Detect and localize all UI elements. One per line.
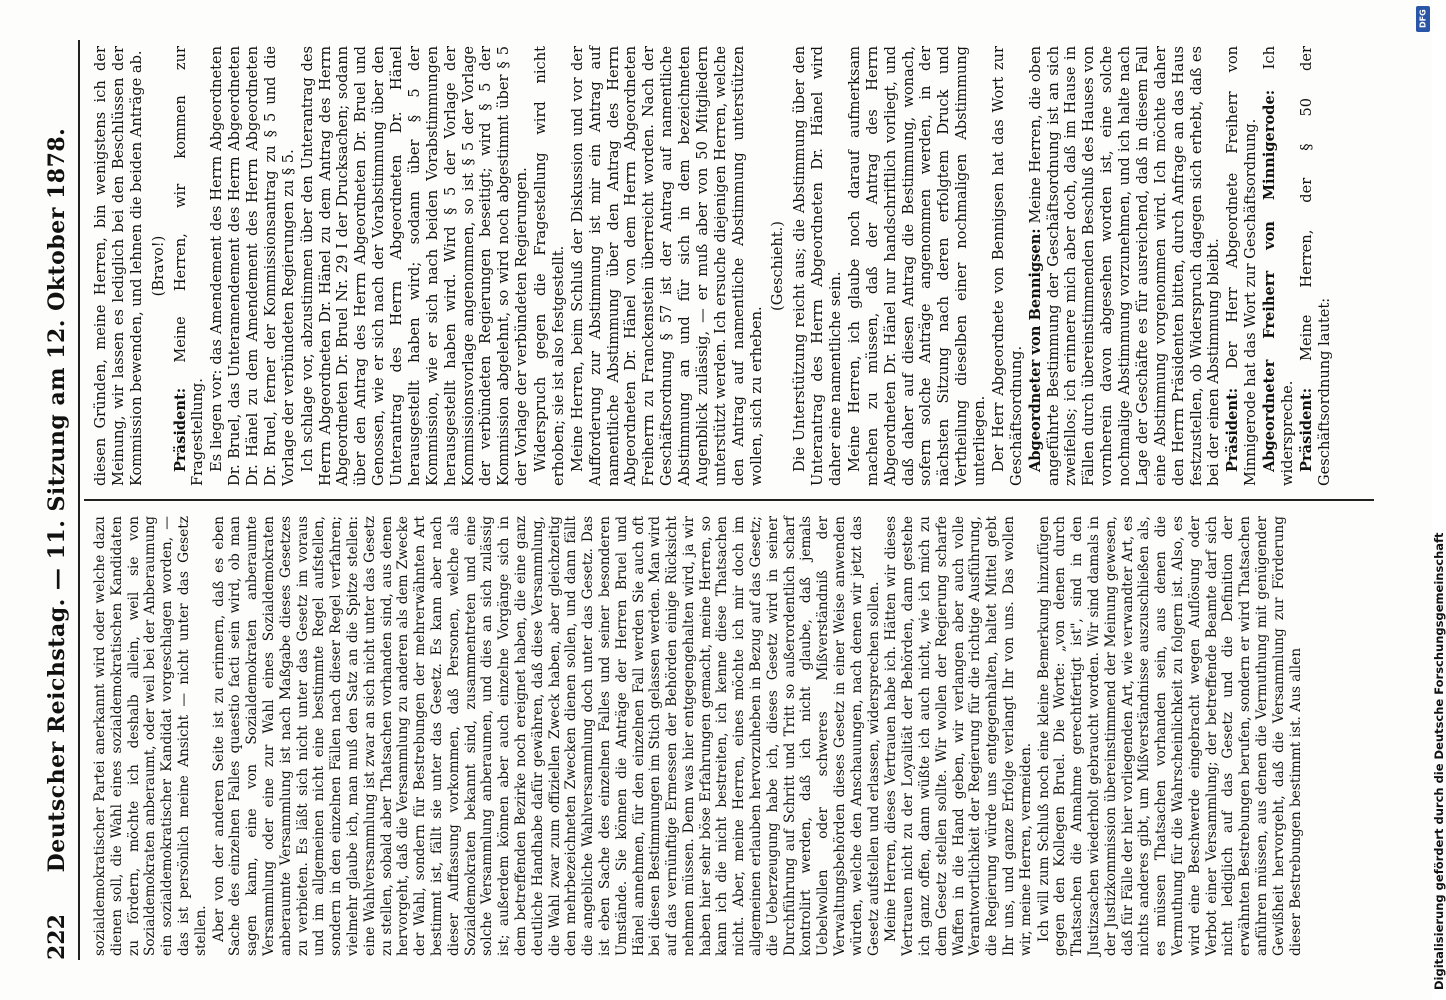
speaker-name: Präsident: <box>171 387 189 472</box>
paragraph: Der Herr Abgeordnete von Bennigsen hat das Wort zur Geschäftsordnung. <box>989 46 1025 486</box>
header-rule <box>78 40 80 960</box>
paragraph: Die Unterstützung reicht aus; die Abstimmung über den Unterantrag des Herrn Abgeordneten Dr. Hänel wird daher eine namentliche sein. <box>791 46 844 486</box>
right-column <box>92 46 1335 486</box>
page-number: 222 <box>44 914 70 960</box>
paragraph: Ich will zum Schluß noch eine kleine Bemerkung hinzufügen gegen den Kollegen Bruel. Die Worte: „von denen durch Thatsachen die Annahme gerechtfertigt ist", sind in den Justizsachen wiederholt gebraucht worden. Wir sind damals in der Justizkommission übereinstimmend der Meinung gewesen, daß für Fälle der hier vorliegenden Art, wie verwandter Art, es nichts anderes gibt, um Mißverständnisse auszuschließen als, es müssen Thatsachen vorhanden sein, aus denen die Vermuthung für die Wahrscheinlichkeit zu folgern ist. Also, es wird eine Beschwerde eingebracht wegen Auflösung oder Verbot einer Versammlung; der betreffende Beamte darf sich nicht lediglich auf das Gesetz und die Definition der erwähnten Bestrebungen berufen, sondern er wird Thatsachen anführen müssen, aus denen die Vermuthung mit genügender Gewißheit hervorgeht, daß die Versammlung zur Förderung dieser Bestrebungen bestimmt ist. Aus allen <box>1035 516 1304 956</box>
page-header <box>44 40 74 960</box>
dfg-logo-icon: DFG <box>1416 6 1430 32</box>
speech-paragraph <box>1027 46 1224 486</box>
paragraph: Meine Herren, ich glaube noch darauf aufmerksam machen zu müssen, daß der Antrag des Herrn Abgeordneten Dr. Hänel nur handschriftlich vorliegt, und daß daher auf diesen Antrag die Bestimmung, wonach, sofern solche Anträge angenommen werden, in der nächsten Sitzung nach deren erfolgtem Druck und Vertheilung dieselben einer nochmaligen Abstimmung unterliegen. <box>845 46 988 486</box>
paragraph: Es liegen vor: das Amendement des Herrn Abgeordneten Dr. Bruel, das Unteramendement des Herrn Abgeordneten Dr. Hänel zu dem Amendement des Herrn Abgeordneten Dr. Bruel, ferner der Kommissionsantrag zu § 5 und die Vorlage der verbündeten Regierungen zu § 5. <box>208 46 297 486</box>
speech-text: Der Herr Abgeordnete Freiherr von Minnigerode hat das Wort zur Geschäftsordnung. <box>1224 45 1260 486</box>
speech-text: Meine Herren, die oben angeführte Bestimmung der Geschäftsordnung ist an sich zweifellos; ich erinnere mich aber doch, daß im Hause in Fällen durch übereinstimmenden Beschluß des Hauses von vornherein davon abgesehen worden ist, eine solche nochmalige Abstimmung vorzunehmen, und ich halte nach Lage der Geschäfte es für ausreichend, daß in diesem Fall eine Abstimmung vorgenommen wird. Ich möchte daher den Herrn Präsidenten bitten, durch Anfrage an das Haus festzustellen, ob Widerspruch dagegen sich erhebt, daß es bei der einen Abstimmung bleibt. <box>1026 46 1223 486</box>
stage-direction: (Bravo!) <box>149 235 167 297</box>
page-title: Deutscher Reichstag. — 11. Sitzung am 12. Oktober 1878. <box>44 127 70 873</box>
digitization-note: Digitalisierung gefördert durch die Deutsche Forschungsgemeinschaft <box>1432 532 1446 990</box>
speaker-name: Abgeordneter von Bennigsen: <box>1026 228 1044 472</box>
speaker-name: Präsident: <box>1297 387 1315 472</box>
speech-text: Meine Herren, der § 50 der Geschäftsordnung lautet: <box>1297 45 1333 486</box>
paragraph: Widerspruch gegen die Fragestellung wird nicht erhoben; sie ist also festgestellt. <box>532 46 567 486</box>
paragraph: Meine Herren, dieses Vertrauen habe ich. Hätten wir dieses Vertrauen nicht zu der Loyalität der Behörden, dann gestehe ich ganz offen, dann wüßte ich auch nicht, wie ich mich zu dem Gesetz stellen sollte. Wir wollen der Regierung scharfe Waffen in die Hand geben, wir verlangen aber auch volle Verantwortlichkeit der Regierung für die richtige Ausführung, die Regierung würde uns entgegenhalten, haltet Mittel gebt Ihr uns, und ganze Erfolge verlangt Ihr von uns. Das wollen wir, meine Herren, vermeiden. <box>883 516 1034 956</box>
speaker-name: Präsident: <box>1224 387 1242 472</box>
column-separator <box>84 499 1374 501</box>
paragraph: diesen Gründen, meine Herren, bin wenigstens ich der Meinung, wir lassen es lediglich bei den Beschlüssen der Kommission bewenden, und lehnen die beiden Anträge ab. <box>92 46 145 486</box>
speech-text: Ich widerspreche. <box>1261 45 1296 486</box>
stage-direction: (Geschieht.) <box>769 221 787 311</box>
paragraph: Meine Herren, beim Schluß der Diskussion und vor der Aufforderung zur Abstimmung ist mir ein Antrag auf namentliche Abstimmung über den Antrag des Herrn Abgeordneten Dr. Hänel von dem Herrn Abgeordneten Freiherrn zu Franckenstein überreicht worden. Nach der Geschäftsordnung § 57 ist der Antrag auf namentliche Abstimmung an und für sich in dem bezeichneten Augenblick zulässig, — er muß aber von 50 Mitgliedern unterstützt werden. Ich ersuche diejenigen Herren, welche den Antrag auf namentliche Abstimmung unterstützen wollen, sich zu erheben. <box>568 46 765 486</box>
speech-paragraph <box>1298 46 1334 486</box>
speech-text: Meine Herren, wir kommen zur Fragestellung. <box>171 46 207 486</box>
speech-paragraph <box>172 46 208 486</box>
speech-paragraph <box>1261 46 1297 486</box>
left-column <box>92 516 1305 956</box>
paragraph: Ich schlage vor, abzustimmen über den Unterantrag des Herrn Abgeordneten Dr. Hänel zu dem Antrag des Herrn Abgeordneten Dr. Bruel Nr. 29 I der Drucksachen; sodann über den Antrag des Herrn Abgeordneten Dr. Bruel und Genossen, wie er sich nach der Vorabstimmung über den Unterantrag des Herrn Abgeordneten Dr. Hänel herausgestellt haben wird; sodann über § 5 der Kommission, wie er sich nach beiden Vorabstimmungen herausgestellt haben wird. Wird § 5 der Vorlage der Kommissionsvorlage angenommen, so ist § 5 der Vorlage der verbündeten Regierungen beseitigt; wird § 5 der Kommission abgelehnt, so wird noch abgestimmt über § 5 der Vorlage der verbündeten Regierungen. <box>298 46 531 486</box>
paragraph: sozialdemokratischer Partei anerkannt wird oder welche dazu dienen soll, die Wahl eines sozialdemokratischen Kandidaten zu fördern, möchte ich deshalb allein, weil sie von Sozialdemokraten anberaumt, oder weil bei der Anberaumung ein sozialdemokratischer Kandidat vorgeschlagen worden, — das ist persönlich meine Ansicht — nicht unter das Gesetz stellen. <box>92 516 209 956</box>
speech-paragraph <box>1224 46 1260 486</box>
speaker-name: Abgeordneter Freiherr von Minnigerode: <box>1261 89 1278 472</box>
paragraph: Aber von der anderen Seite ist zu erinnern, daß es eben Sache des einzelnen Falles quaestio facti sein wird, ob man sagen kann, eine von Sozialdemokraten anberaumte Versammlung oder eine zur Wahl eines Sozialdemokraten anberaumte Versammlung ist nach Maßgabe dieses Gesetzes zu verbieten. Es läßt sich nicht unter das Gesetz im voraus und im allgemeinen nicht eine bestimmte Regel aufstellen, sondern in den einzelnen Fällen nach dieser Regel verfahren; vielmehr glaube ich, man muß den Satz an die Spitze stellen: eine Wahlversammlung ist zwar an sich nicht unter das Gesetz zu stellen, sobald aber Thatsachen vorhanden sind, aus denen hervorgeht, daß die Versammlung zu anderen als dem Zwecke der Wahl, sondern für Bestrebungen der mehrerwähnten Art bestimmt ist, fällt sie unter das Gesetz. Es kann aber nach dieser Auffassung vorkommen, daß Personen, welche als Sozialdemokraten bekannt sind, zusammentreten und eine solche Versammlung anberaumen, und dies an sich zulässig ist; außerdem können aber auch einzelne Vorgänge sich in dem betreffenden Bezirke noch ereignet haben, die eine ganz deutliche Handhabe dafür gewähren, daß diese Versammlung, die Wahl zwar zum offiziellen Zweck haben, aber gleichzeitig den mehrbezeichneten Zwecken dienen sollen, und dann fällt die angebliche Wahlversammlung doch unter das Gesetz. Das ist eben Sache des einzelnen Falles und seiner besonderen Umstände. Sie können die Anträge der Herren Bruel und Hänel annehmen, für den einzelnen Fall werden Sie auch oft bei diesen Bestimmungen im Stich gelassen werden. Man wird auf das vernünftige Ermessen der Behörden einige Rücksicht nehmen müssen. Denn was hier entgegengehalten wird, ja wir haben hier sehr böse Erfahrungen gemacht, meine Herren, so kann ich die nicht bestreiten, ich kenne diese Thatsachen nicht. Aber, meine Herren, eines möchte ich mir doch im allgemeinen erlauben hervorzuheben in Bezug auf das Gesetz; die Ueberzeugung habe ich, dieses Gesetz wird in seiner Durchführung auf Schritt und Tritt so außerordentlich scharf kontrolirt werden, daß ich nicht glaube, daß jemals Uebelwollen oder schweres Mißverständniß der Verwaltungsbehörden dieses Gesetz in einer Weise anwenden würden, welche den Anschauungen, nach denen wir jetzt das Gesetz aufstellen und erlassen, widersprechen sollen. <box>210 516 882 956</box>
